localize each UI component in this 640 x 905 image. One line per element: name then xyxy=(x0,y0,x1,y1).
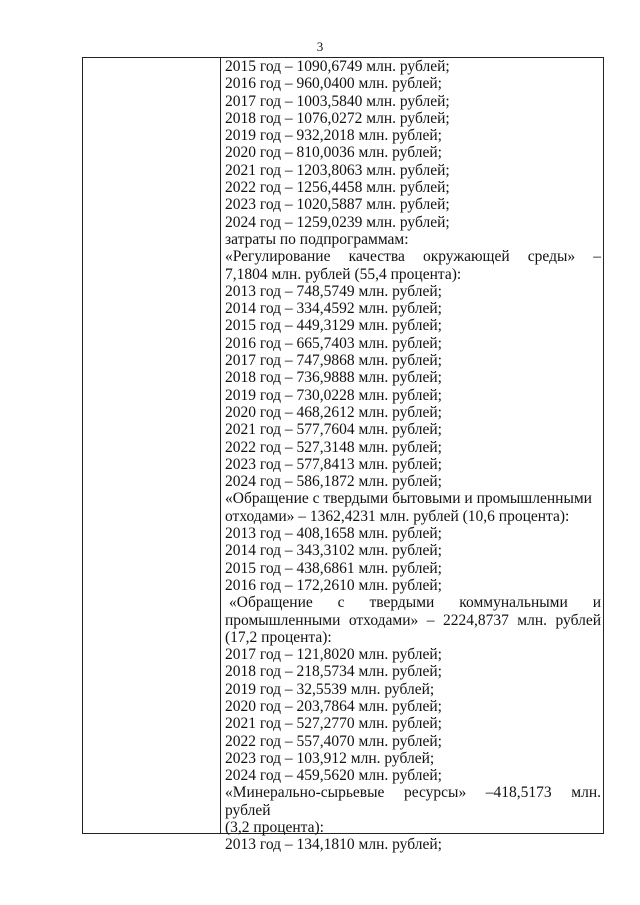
year-line: 2024 год – 1259,0239 млн. рублей; xyxy=(225,213,450,231)
subprogram-title: «Обращение с твердыми бытовыми и промышленными xyxy=(225,490,592,508)
document-table xyxy=(82,57,604,854)
year-line: 2018 год – 1076,0272 млн. рублей; xyxy=(225,109,450,127)
year-line: 2024 год – 459,5620 млн. рублей; xyxy=(225,767,442,785)
subprogram-mineral-resources xyxy=(225,784,601,853)
financing-by-year-list xyxy=(225,58,601,248)
year-line: 2017 год – 121,8020 млн. рублей; xyxy=(225,646,442,664)
subprogram-title: «Минерально-сырьевые ресурсы» –418,5173 млн. рублей xyxy=(225,784,601,819)
year-line: 2018 год – 736,9888 млн. рублей; xyxy=(225,369,442,387)
subprogram-title-cont: промышленными отходами» – 2224,8737 млн. рублей xyxy=(225,611,601,629)
year-line: 2017 год – 1003,5840 млн. рублей; xyxy=(225,92,450,110)
subprogram-total: (3,2 процента): xyxy=(225,819,324,837)
year-line: 2022 год – 1256,4458 млн. рублей; xyxy=(225,179,450,197)
year-line: 2013 год – 748,5749 млн. рублей; xyxy=(225,282,442,300)
year-line: 2023 год – 577,8413 млн. рублей; xyxy=(225,455,442,473)
year-line: 2020 год – 468,2612 млн. рублей; xyxy=(225,403,442,421)
year-line: 2015 год – 438,6861 млн. рублей; xyxy=(225,559,442,577)
subprogram-environment-quality xyxy=(225,248,601,490)
year-line: 2023 год – 103,912 млн. рублей; xyxy=(225,749,435,767)
year-line: 2013 год – 408,1658 млн. рублей; xyxy=(225,525,442,543)
subprogram-household-waste xyxy=(225,490,601,594)
year-line: 2020 год – 810,0036 млн. рублей; xyxy=(225,144,442,162)
year-line: 2021 год – 577,7604 млн. рублей; xyxy=(225,421,442,439)
year-line: 2020 год – 203,7864 млн. рублей; xyxy=(225,697,442,715)
year-line: 2013 год – 134,1810 млн. рублей; xyxy=(225,836,442,854)
year-line: 2019 год – 730,0228 млн. рублей; xyxy=(225,386,442,404)
year-line: 2024 год – 586,1872 млн. рублей; xyxy=(225,473,442,491)
year-line: 2017 год – 747,9868 млн. рублей; xyxy=(225,352,442,370)
year-line: 2014 год – 343,3102 млн. рублей; xyxy=(225,542,442,560)
year-line: 2014 год – 334,4592 млн. рублей; xyxy=(225,300,442,318)
year-line: 2019 год – 32,5539 млн. рублей; xyxy=(225,680,435,698)
subprogram-total: (17,2 процента): xyxy=(225,628,332,646)
subprogram-title: «Обращение с твердыми коммунальными и xyxy=(229,594,601,612)
subprogram-title: «Регулирование качества окружающей среды» – xyxy=(225,248,601,266)
year-line: 2018 год – 218,5734 млн. рублей; xyxy=(225,663,442,681)
year-line: 2022 год – 527,3148 млн. рублей; xyxy=(225,438,442,456)
subprogram-total: 7,1804 млн. рублей (55,4 процента): xyxy=(225,265,462,283)
page-number: 3 xyxy=(316,39,324,54)
year-line: 2021 год – 1203,8063 млн. рублей; xyxy=(225,161,450,179)
year-line: 2023 год – 1020,5887 млн. рублей; xyxy=(225,196,450,214)
subprogram-municipal-waste xyxy=(225,594,601,784)
year-line: 2016 год – 960,0400 млн. рублей; xyxy=(225,75,442,93)
column-divider xyxy=(220,58,221,833)
year-line: 2016 год – 665,7403 млн. рублей; xyxy=(225,334,442,352)
year-line: 2015 год – 449,3129 млн. рублей; xyxy=(225,317,442,335)
year-line: 2021 год – 527,2770 млн. рублей; xyxy=(225,715,442,733)
year-line: 2016 год – 172,2610 млн. рублей; xyxy=(225,576,442,594)
subprograms-heading: затраты по подпрограммам: xyxy=(225,230,409,248)
year-line: 2015 год – 1090,6749 млн. рублей; xyxy=(225,58,450,75)
subprogram-total: отходами» – 1362,4231 млн. рублей (10,6 процента): xyxy=(225,507,570,525)
table-left-cell xyxy=(83,58,220,833)
year-line: 2022 год – 557,4070 млн. рублей; xyxy=(225,732,442,750)
table-right-cell xyxy=(225,58,601,854)
year-line: 2019 год – 932,2018 млн. рублей; xyxy=(225,127,442,145)
